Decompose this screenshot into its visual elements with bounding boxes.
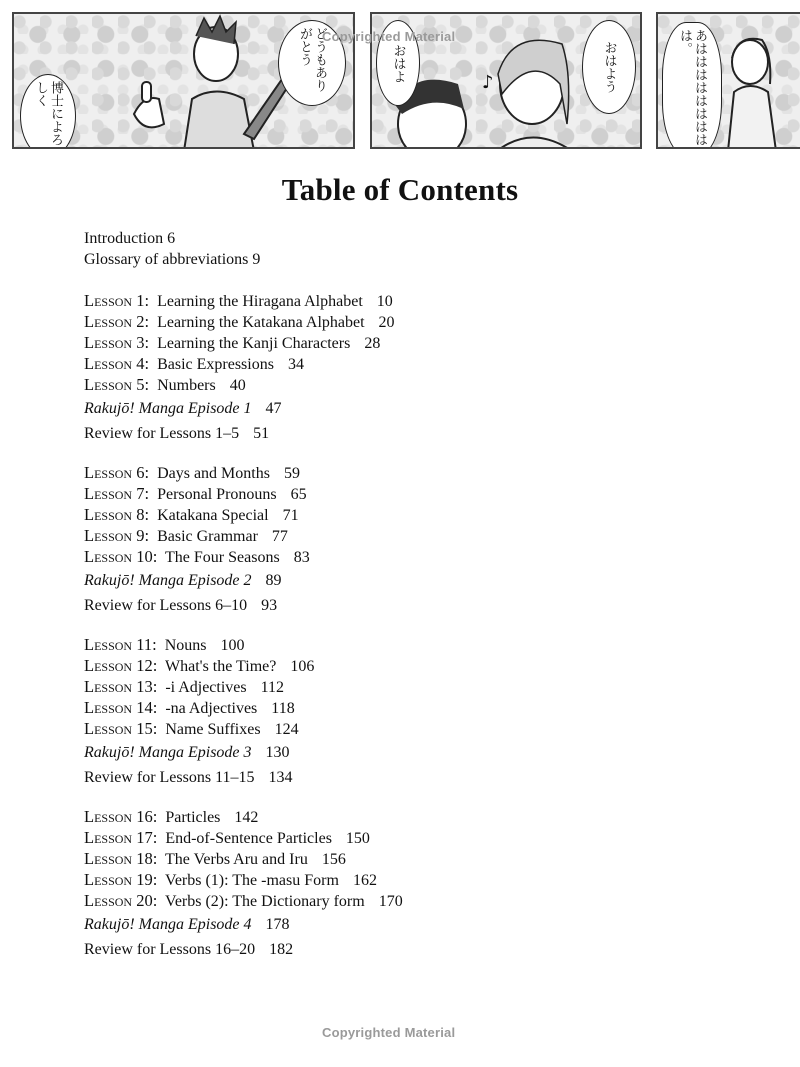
lesson-title: Verbs (2): The Dictionary form: [165, 893, 365, 910]
toc-review-entry: [84, 768, 293, 788]
page-number: 20: [378, 314, 395, 331]
manga-panel-3: [656, 12, 800, 149]
speech-bubble-hakase: 博士によろしく: [20, 74, 76, 149]
toc-entry: [84, 354, 304, 375]
toc-manga-entry: [84, 399, 282, 419]
toc-entry: [84, 677, 284, 698]
lesson-title: Name Suffixes: [165, 721, 261, 738]
toc-review-entry: [84, 940, 293, 960]
toc-entry: [84, 698, 295, 719]
manga-panel-1: [12, 12, 355, 149]
page-number: 106: [290, 658, 315, 675]
toc-entry: [84, 547, 310, 568]
page-number: 93: [261, 597, 278, 614]
lesson-title: Learning the Kanji Characters: [157, 335, 351, 352]
copyright-watermark-top: Copyrighted Material: [322, 29, 456, 44]
lesson-label: Lesson 13:: [84, 677, 158, 696]
page-number: 71: [282, 507, 299, 524]
lesson-label: Lesson 16:: [84, 807, 158, 826]
lesson-label: Lesson 9:: [84, 526, 150, 545]
toc-entry: [84, 526, 288, 547]
lesson-title: Particles: [165, 809, 221, 826]
lesson-title: The Four Seasons: [165, 549, 280, 566]
page-number: 124: [274, 721, 299, 738]
toc-entry: [84, 807, 258, 828]
page-number: 40: [229, 377, 246, 394]
lesson-title: Personal Pronouns: [157, 486, 277, 503]
page-number: 118: [271, 700, 295, 717]
lesson-label: Lesson 12:: [84, 656, 158, 675]
toc-entry: [84, 484, 307, 505]
lesson-title: -i Adjectives: [165, 679, 247, 696]
toc-entry: [84, 463, 300, 484]
lesson-label: Lesson 7:: [84, 484, 150, 503]
page-number: 142: [234, 809, 259, 826]
toc-entry: [84, 891, 403, 912]
toc-entry: [84, 505, 299, 526]
toc-entry: [84, 375, 246, 396]
page-number: 162: [352, 872, 377, 889]
manga-title: Rakujō! Manga Episode 4: [84, 916, 252, 933]
lesson-title: What's the Time?: [165, 658, 277, 675]
toc-entry: [84, 719, 299, 740]
lesson-label: Lesson 18:: [84, 849, 158, 868]
speech-bubble-ahaha: あははははははははは。: [662, 22, 722, 149]
toc-entry: [84, 635, 244, 656]
page-number: 156: [321, 851, 346, 868]
lesson-label: Lesson 2:: [84, 312, 150, 331]
page-number: 28: [364, 335, 381, 352]
music-note-icon: ♪: [482, 72, 494, 93]
page-number: 112: [260, 679, 285, 696]
toc-entry: [84, 333, 380, 354]
copyright-watermark-bottom: Copyrighted Material: [322, 1025, 456, 1040]
page-number: 178: [265, 916, 290, 933]
lesson-title: Basic Grammar: [157, 528, 258, 545]
lesson-label: Lesson 17:: [84, 828, 158, 847]
lesson-title: Basic Expressions: [157, 356, 274, 373]
page-number: 170: [378, 893, 403, 910]
toc-entry: [84, 291, 393, 312]
page-number: 134: [268, 769, 293, 786]
lesson-label: Lesson 20:: [84, 891, 158, 910]
lesson-label: Lesson 5:: [84, 375, 150, 394]
toc-manga-entry: [84, 915, 290, 935]
lesson-label: Lesson 4:: [84, 354, 150, 373]
review-title: Review for Lessons 6–10: [84, 597, 248, 614]
lesson-label: Lesson 14:: [84, 698, 158, 717]
toc-manga-entry: [84, 571, 282, 591]
lesson-label: Lesson 11:: [84, 635, 157, 654]
lesson-label: Lesson 8:: [84, 505, 150, 524]
page-number: 10: [376, 293, 393, 310]
lesson-title: -na Adjectives: [165, 700, 258, 717]
lesson-label: Lesson 10:: [84, 547, 158, 566]
review-title: Review for Lessons 16–20: [84, 941, 256, 958]
page-number: 130: [265, 744, 290, 761]
speech-bubble-ohayou: おはよう: [582, 20, 636, 114]
page-number: 65: [290, 486, 307, 503]
review-title: Review for Lessons 1–5: [84, 425, 240, 442]
manga-title: Rakujō! Manga Episode 1: [84, 400, 252, 417]
page-number: 59: [283, 465, 300, 482]
toc-glossary: Glossary of abbreviations 9: [84, 251, 261, 268]
lesson-label: Lesson 6:: [84, 463, 150, 482]
page-number: 100: [220, 637, 245, 654]
toc-review-entry: [84, 424, 269, 444]
lesson-title: Numbers: [157, 377, 216, 394]
page-number: 34: [287, 356, 304, 373]
toc-entry: [84, 849, 346, 870]
lesson-title: Learning the Katakana Alphabet: [157, 314, 365, 331]
lesson-label: Lesson 1:: [84, 291, 150, 310]
toc-introduction: Introduction 6: [84, 230, 176, 247]
toc-review-entry: [84, 596, 277, 616]
lesson-label: Lesson 15:: [84, 719, 158, 738]
lesson-title: Nouns: [164, 637, 207, 654]
speech-bubble-arigatou: どうもありがとう: [278, 20, 346, 106]
page-number: 51: [253, 425, 270, 442]
page-number: 150: [345, 830, 370, 847]
page-number: 89: [265, 572, 282, 589]
toc-entry: [84, 870, 377, 891]
lesson-title: Learning the Hiragana Alphabet: [157, 293, 363, 310]
review-title: Review for Lessons 11–15: [84, 769, 255, 786]
lesson-label: Lesson 3:: [84, 333, 150, 352]
lesson-title: Days and Months: [157, 465, 270, 482]
toc-manga-entry: [84, 743, 290, 763]
manga-title: Rakujō! Manga Episode 3: [84, 744, 252, 761]
toc-entry: [84, 656, 314, 677]
toc-entry: [84, 312, 395, 333]
lesson-title: The Verbs Aru and Iru: [165, 851, 308, 868]
page-number: 47: [265, 400, 282, 417]
lesson-title: Verbs (1): The -masu Form: [165, 872, 339, 889]
page-number: 83: [293, 549, 310, 566]
page-number: 77: [271, 528, 288, 545]
page-number: 182: [269, 941, 294, 958]
lesson-label: Lesson 19:: [84, 870, 158, 889]
speech-bubble-ohayo: おはよ: [376, 20, 420, 106]
lesson-title: Katakana Special: [157, 507, 269, 524]
manga-title: Rakujō! Manga Episode 2: [84, 572, 252, 589]
page-title: Table of Contents: [281, 172, 519, 207]
lesson-title: End-of-Sentence Particles: [165, 830, 332, 847]
toc-entry: [84, 828, 370, 849]
